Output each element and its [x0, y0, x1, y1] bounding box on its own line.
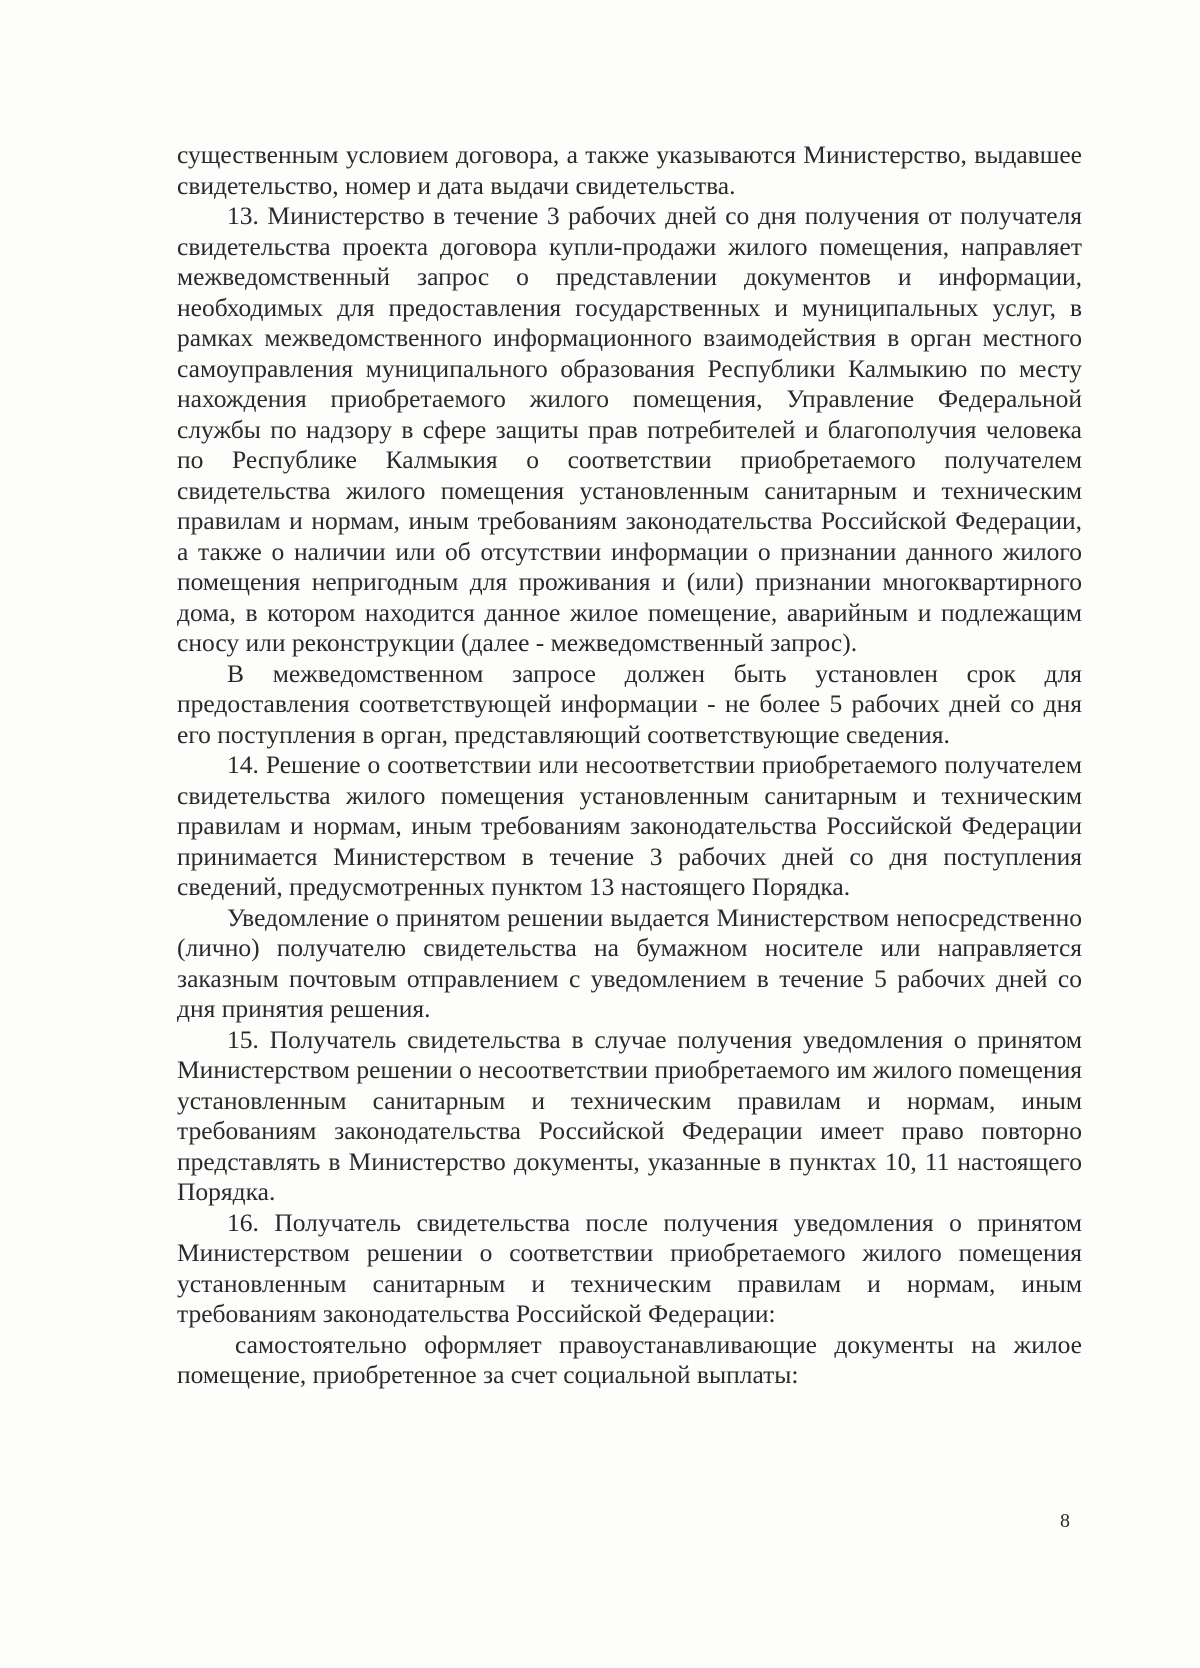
- paragraph-item-14: 14. Решение о соответствии или несоответствии приобретаемого получателем свидетельства жилого помещения установленным санитарным и техническим правилам и нормам, иным требованиям законодательства Российской Федерации принимается Министерством в течение 3 рабочих дней со дня поступления сведений, предусмотренных пунктом 13 настоящего Порядка.: [177, 750, 1082, 901]
- page-number: 8: [1060, 1510, 1070, 1532]
- paragraph-item-13: 13. Министерство в течение 3 рабочих дней со дня получения от получателя свидетельства проекта договора купли-продажи жилого помещения, направляет межведомственный запрос о представлении документов и информации, необходимых для предоставления государственных и муниципальных услуг, в рамках межведомственного информационного взаимодействия в орган местного самоуправления муниципального образования Республики Калмыкию по месту нахождения приобретаемого жилого помещения, Управление Федеральной службы по надзору в сфере защиты прав потребителей и благополучия человека по Республике Калмыкия о соответствии приобретаемого получателем свидетельства жилого помещения установленным санитарным и техническим правилам и нормам, иным требованиям законодательства Российской Федерации, а также о наличии или об отсутствии информации о признании данного жилого помещения непригодным для проживания и (или) признании многоквартирного дома, в котором находится данное жилое помещение, аварийным и подлежащим сносу или реконструкции (далее - межведомственный запрос).: [177, 201, 1082, 657]
- document-body: [177, 140, 1082, 1391]
- paragraph-item-16: 16. Получатель свидетельства после получения уведомления о принятом Министерством решении о соответствии приобретаемого жилого помещения установленным санитарным и техническим правилам и нормам, иным требованиям законодательства Российской Федерации:: [177, 1207, 1082, 1328]
- paragraph-item-13-deadline: В межведомственном запросе должен быть установлен срок для предоставления соответствующей информации - не более 5 рабочих дней со дня его поступления в орган, представляющий соответствующие сведения.: [177, 658, 1082, 749]
- paragraph-continuation: существенным условием договора, а также указываются Министерство, выдавшее свидетельство, номер и дата выдачи свидетельства.: [177, 140, 1082, 200]
- paragraph-item-14-notice: Уведомление о принятом решении выдается Министерством непосредственно (лично) получателю свидетельства на бумажном носителе или направляется заказным почтовым отправлением с уведомлением в течение 5 рабочих дней со дня принятия решения.: [177, 902, 1082, 1023]
- paragraph-item-15: 15. Получатель свидетельства в случае получения уведомления о принятом Министерством решении о несоответствии приобретаемого им жилого помещения установленным санитарным и техническим правилам и нормам, иным требованиям законодательства Российской Федерации имеет право повторно представлять в Министерство документы, указанные в пунктах 10, 11 настоящего Порядка.: [177, 1024, 1082, 1206]
- paragraph-item-16-subitem: самостоятельно оформляет правоустанавливающие документы на жилое помещение, приобретенное за счет социальной выплаты:: [177, 1329, 1082, 1389]
